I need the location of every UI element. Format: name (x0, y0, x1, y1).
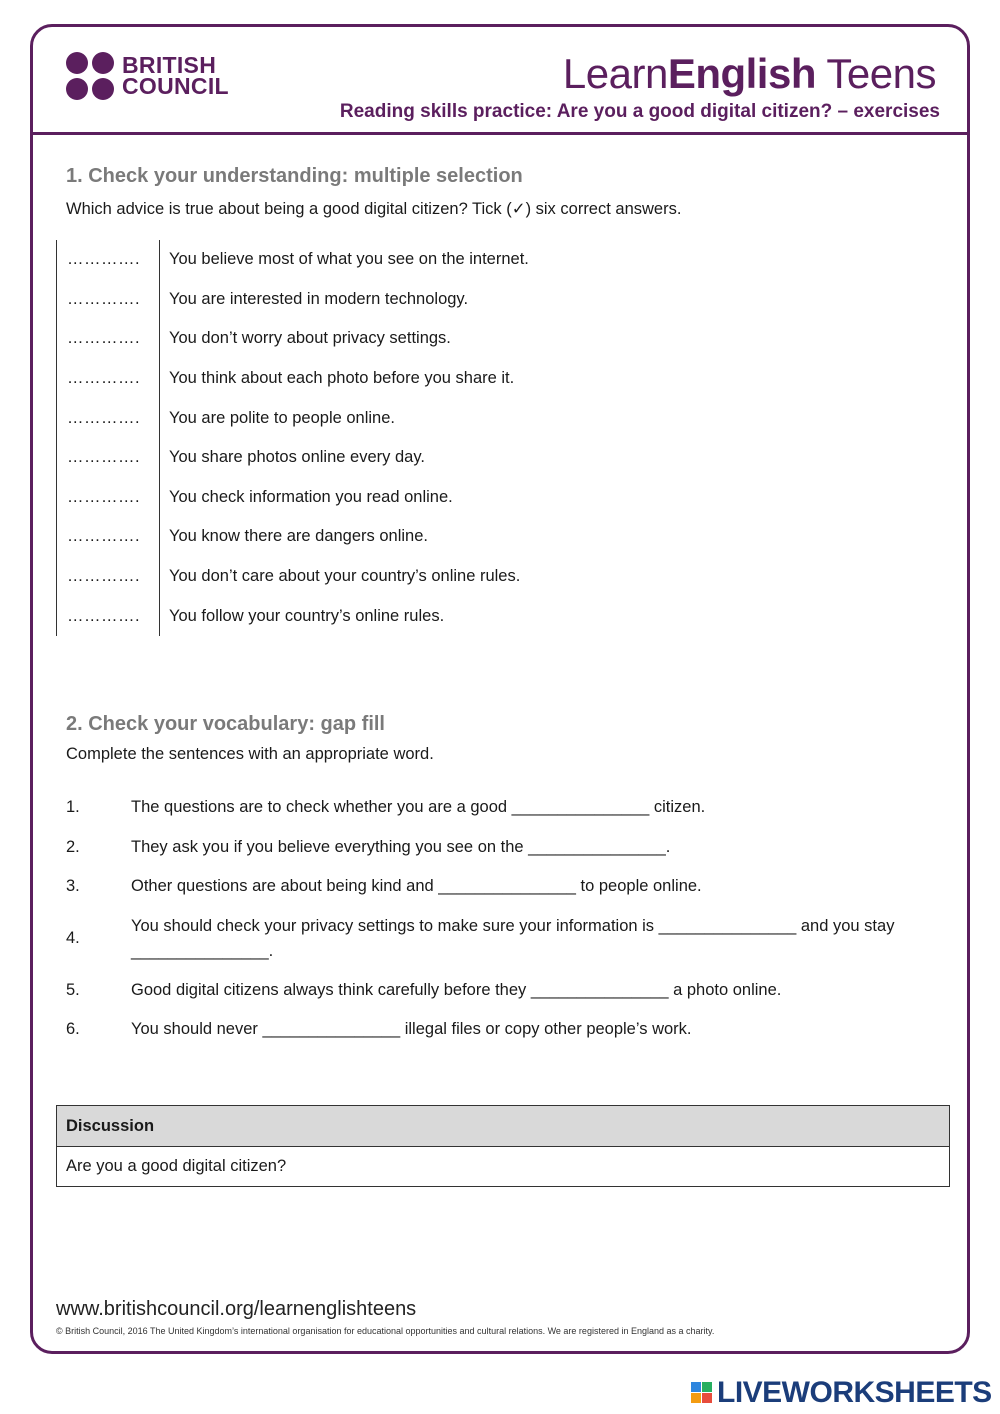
logo-teens: Teens (816, 50, 936, 97)
selection-statement: You check information you read online. (169, 487, 453, 506)
tick-answer-blank[interactable]: …………. (56, 596, 160, 636)
gap-fill-number: 5. (66, 980, 80, 999)
gap-fill-number: 4. (66, 929, 80, 947)
tick-answer-blank[interactable]: …………. (56, 478, 160, 518)
gap-fill-sentence[interactable]: The questions are to check whether you are a good _______________ citizen. (131, 798, 706, 817)
gap-fill-item (66, 867, 926, 907)
selection-row (56, 596, 616, 636)
discussion-question: Are you a good digital citizen? (66, 1157, 287, 1175)
worksheet-subtitle: Reading skills practice: Are you a good digital citizen? – exercises (339, 101, 940, 122)
footer-url[interactable]: www.britishcouncil.org/learnenglishteens (56, 1298, 417, 1320)
tick-answer-blank[interactable]: …………. (56, 438, 160, 478)
selection-row (56, 517, 616, 557)
section-2-title: 2. Check your vocabulary: gap fill (66, 713, 385, 735)
selection-row (56, 319, 616, 359)
selection-statement: You are polite to people online. (169, 408, 395, 427)
gap-fill-item (66, 788, 926, 828)
tick-answer-blank[interactable]: …………. (56, 557, 160, 597)
selection-statement: You follow your country’s online rules. (169, 606, 445, 625)
selection-statement: You are interested in modern technology. (169, 289, 469, 308)
section-2-instruction: Complete the sentences with an appropriate word. (66, 745, 434, 763)
gap-fill-item (66, 828, 926, 868)
learnenglish-teens-logo (563, 50, 936, 98)
liveworksheets-icon (691, 1382, 713, 1404)
discussion-box (56, 1105, 950, 1187)
footer-copyright: © British Council, 2016 The United Kingdom’s international organisation for educational opportunities and cultural relations. We are registered in England as a charity. (56, 1326, 715, 1336)
gap-fill-sentence[interactable]: You should check your privacy settings to make sure your information is _______________ and you stay _______________. (131, 916, 895, 960)
tick-answer-blank[interactable]: …………. (56, 398, 160, 438)
british-council-dots-icon (66, 52, 114, 100)
selection-statement: You don’t care about your country’s online rules. (169, 567, 521, 586)
selection-row (56, 240, 616, 280)
gap-fill-item (66, 971, 926, 1011)
selection-row (56, 398, 616, 438)
tick-answer-blank[interactable]: …………. (56, 240, 160, 280)
selection-statement: You know there are dangers online. (169, 527, 428, 546)
multiple-selection-table (56, 240, 616, 636)
gap-fill-sentence[interactable]: Other questions are about being kind and _______________ to people online. (131, 877, 702, 896)
selection-row (56, 438, 616, 478)
gap-fill-item (66, 907, 926, 971)
selection-row (56, 478, 616, 518)
logo-english: English (667, 50, 816, 97)
liveworksheets-text: LIVEWORKSHEETS (717, 1376, 992, 1409)
tick-answer-blank[interactable]: …………. (56, 280, 160, 320)
tick-answer-blank[interactable]: …………. (56, 517, 160, 557)
selection-row (56, 557, 616, 597)
gap-fill-number: 3. (66, 877, 80, 896)
selection-row (56, 359, 616, 399)
logo-learn: Learn (562, 50, 668, 97)
gap-fill-number: 1. (66, 798, 80, 817)
section-1-title: 1. Check your understanding: multiple selection (66, 165, 523, 187)
brand-line-1: BRITISH (122, 52, 217, 78)
tick-answer-blank[interactable]: …………. (56, 359, 160, 399)
gap-fill-item (66, 1010, 926, 1050)
selection-statement: You share photos online every day. (169, 448, 425, 467)
selection-statement: You believe most of what you see on the internet. (169, 250, 529, 269)
section-1-instruction: Which advice is true about being a good digital citizen? Tick (✓) six correct answers. (66, 200, 682, 218)
selection-row (56, 280, 616, 320)
gap-fill-sentence[interactable]: Good digital citizens always think carefully before they _______________ a photo online. (131, 980, 782, 999)
gap-fill-list (66, 788, 926, 1050)
selection-statement: You don’t worry about privacy settings. (169, 329, 451, 348)
tick-answer-blank[interactable]: …………. (56, 319, 160, 359)
discussion-heading: Discussion (57, 1106, 949, 1147)
british-council-logo (66, 52, 229, 100)
selection-statement: You think about each photo before you share it. (169, 369, 515, 388)
header-divider (33, 132, 968, 135)
liveworksheets-watermark (691, 1376, 992, 1410)
gap-fill-number: 6. (66, 1020, 80, 1039)
gap-fill-number: 2. (66, 837, 80, 856)
gap-fill-sentence[interactable]: They ask you if you believe everything you see on the _______________. (131, 837, 671, 856)
brand-line-2: COUNCIL (122, 73, 229, 99)
gap-fill-sentence[interactable]: You should never _______________ illegal files or copy other people’s work. (131, 1020, 692, 1039)
